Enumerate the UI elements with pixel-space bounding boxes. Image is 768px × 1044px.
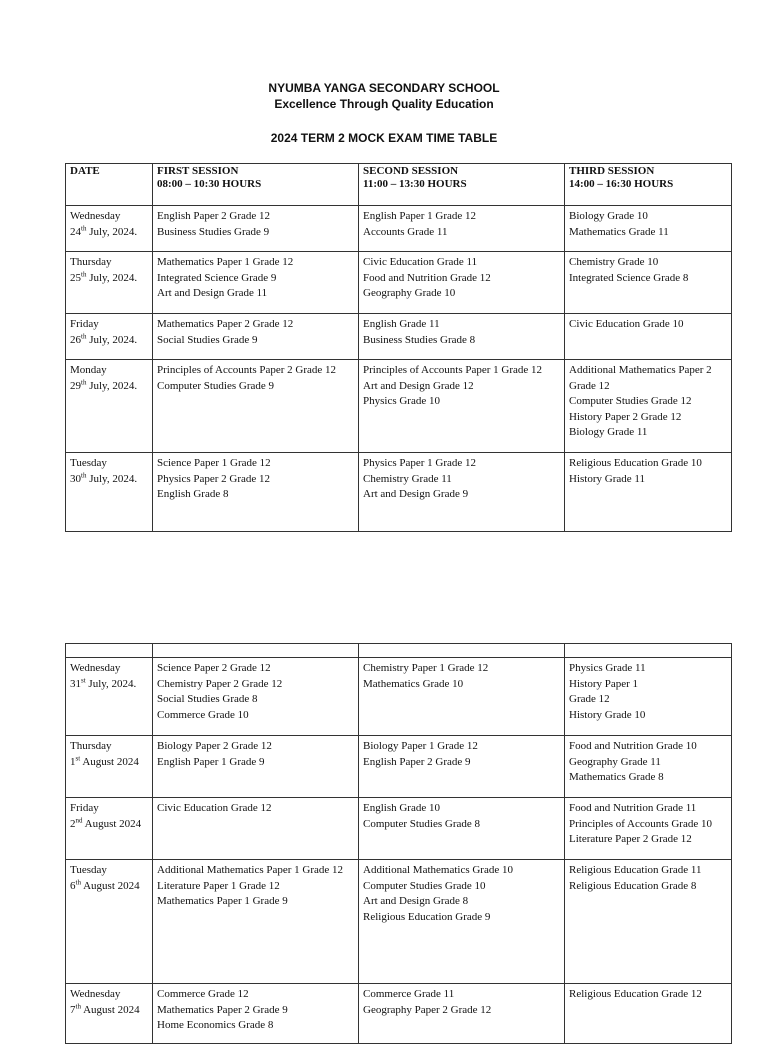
column-hours: 11:00 – 13:30 HOURS bbox=[363, 178, 467, 190]
date-number: 25 bbox=[70, 271, 81, 284]
day-name: Wednesday bbox=[70, 988, 121, 1000]
second-session-header bbox=[359, 164, 565, 206]
exam-entry: History Grade 11 bbox=[569, 472, 645, 485]
exam-entry: Business Studies Grade 9 bbox=[157, 225, 270, 238]
second-session-cell bbox=[359, 984, 565, 1044]
day-name: Wednesday bbox=[70, 662, 121, 674]
second-session-cell bbox=[359, 206, 565, 252]
day-name: Monday bbox=[70, 364, 107, 376]
date-month-year: August 2024 bbox=[80, 879, 140, 892]
exam-entry: Commerce Grade 12 bbox=[157, 988, 249, 1000]
exam-entry: Principles of Accounts Paper 2 Grade 12 bbox=[157, 364, 337, 376]
exam-entry: Computer Studies Grade 12 bbox=[569, 395, 692, 407]
third-session-cell bbox=[565, 860, 732, 984]
exam-entry: Food and Nutrition Grade 10 bbox=[569, 740, 697, 752]
day-name: Friday bbox=[70, 318, 99, 330]
exam-entry: Principles of Accounts Grade 10 bbox=[569, 817, 712, 830]
exam-entry: Biology Grade 10 bbox=[569, 210, 648, 222]
exam-entry: English Grade 11 bbox=[363, 318, 440, 330]
exam-entry: Literature Paper 1 Grade 12 bbox=[157, 879, 280, 892]
third-session-cell bbox=[565, 984, 732, 1044]
date-line bbox=[70, 472, 148, 488]
column-label: FIRST SESSION bbox=[157, 165, 239, 177]
table-row bbox=[66, 984, 732, 1044]
exam-entry: Mathematics Paper 1 Grade 9 bbox=[157, 895, 288, 907]
third-session-cell bbox=[565, 798, 732, 860]
exam-entry: Science Paper 1 Grade 12 bbox=[157, 457, 271, 469]
column-hours: 14:00 – 16:30 HOURS bbox=[569, 178, 674, 190]
exam-entry: Computer Studies Grade 8 bbox=[363, 817, 481, 830]
date-suffix: th bbox=[81, 470, 87, 479]
exam-entry: Mathematics Paper 1 Grade 12 bbox=[157, 256, 294, 268]
date-number: 6 bbox=[70, 879, 76, 892]
date-suffix: th bbox=[75, 1001, 81, 1010]
date-month-year: July, 2024. bbox=[86, 271, 138, 284]
exam-entry: Religious Education Grade 9 bbox=[363, 910, 491, 923]
date-suffix: th bbox=[81, 223, 87, 232]
first-session-cell bbox=[153, 252, 359, 314]
exam-entry: Additional Mathematics Paper 2 Grade 12 bbox=[569, 364, 712, 392]
exam-entry: English Grade 10 bbox=[363, 802, 440, 814]
exam-entry: Chemistry Grade 11 bbox=[363, 472, 452, 485]
table-row bbox=[66, 453, 732, 532]
date-line bbox=[70, 817, 148, 833]
day-name: Thursday bbox=[70, 256, 112, 268]
date-line bbox=[70, 677, 148, 693]
date-suffix: th bbox=[81, 377, 87, 386]
date-cell bbox=[66, 314, 153, 360]
exam-entry: Art and Design Grade 12 bbox=[363, 379, 474, 392]
date-line bbox=[70, 225, 148, 241]
third-session-cell bbox=[565, 206, 732, 252]
date-line bbox=[70, 1003, 148, 1019]
table-row bbox=[66, 860, 732, 984]
date-suffix: th bbox=[75, 877, 81, 886]
second-session-cell bbox=[359, 658, 565, 736]
exam-entry: English Paper 1 Grade 9 bbox=[157, 755, 265, 768]
date-cell bbox=[66, 252, 153, 314]
school-motto: Excellence Through Quality Education bbox=[274, 97, 494, 111]
date-month-year: July, 2024. bbox=[86, 225, 138, 238]
date-number: 30 bbox=[70, 472, 81, 485]
exam-entry: Religious Education Grade 12 bbox=[569, 988, 702, 1000]
date-month-year: July, 2024. bbox=[86, 333, 138, 346]
first-session-cell bbox=[153, 860, 359, 984]
exam-entry: Mathematics Grade 11 bbox=[569, 225, 669, 238]
date-line bbox=[70, 755, 148, 771]
date-month-year: August 2024 bbox=[80, 755, 139, 768]
exam-entry: Physics Paper 2 Grade 12 bbox=[157, 472, 271, 485]
second-session-cell bbox=[359, 860, 565, 984]
exam-entry: Additional Mathematics Grade 10 bbox=[363, 864, 513, 876]
date-number: 31 bbox=[70, 677, 81, 690]
date-month-year: July, 2024. bbox=[85, 677, 137, 690]
exam-entry: Computer Studies Grade 10 bbox=[363, 879, 486, 892]
third-session-cell bbox=[565, 453, 732, 532]
exam-entry: Civic Education Grade 12 bbox=[157, 802, 272, 814]
header-row bbox=[66, 164, 732, 206]
exam-entry: Literature Paper 2 Grade 12 bbox=[569, 833, 692, 845]
second-session-cell bbox=[359, 360, 565, 453]
third-session-cell bbox=[565, 736, 732, 798]
exam-entry: History Grade 10 bbox=[569, 708, 646, 721]
date-cell bbox=[66, 798, 153, 860]
table-row bbox=[66, 314, 732, 360]
empty-cell bbox=[153, 644, 359, 658]
first-session-cell bbox=[153, 658, 359, 736]
timetable-title: 2024 TERM 2 MOCK EXAM TIME TABLE bbox=[270, 131, 498, 145]
first-session-cell bbox=[153, 798, 359, 860]
exam-entry: Mathematics Grade 8 bbox=[569, 771, 664, 783]
day-name: Thursday bbox=[70, 740, 112, 752]
exam-entry: Grade 12 bbox=[569, 693, 610, 705]
exam-entry: Religious Education Grade 10 bbox=[569, 457, 702, 469]
empty-cell bbox=[66, 644, 153, 658]
day-name: Friday bbox=[70, 802, 99, 814]
third-session-cell bbox=[565, 252, 732, 314]
exam-entry: Mathematics Paper 2 Grade 9 bbox=[157, 1003, 288, 1016]
exam-entry: Geography Grade 10 bbox=[363, 287, 456, 299]
date-cell bbox=[66, 658, 153, 736]
empty-cell bbox=[565, 644, 732, 658]
day-name: Wednesday bbox=[70, 210, 121, 222]
school-name: NYUMBA YANGA SECONDARY SCHOOL bbox=[268, 81, 500, 95]
date-cell bbox=[66, 206, 153, 252]
exam-entry: Business Studies Grade 8 bbox=[363, 333, 476, 346]
exam-entry: English Paper 1 Grade 12 bbox=[363, 210, 477, 222]
exam-entry: Biology Paper 1 Grade 12 bbox=[363, 740, 478, 752]
table-row bbox=[66, 206, 732, 252]
column-hours: 08:00 – 10:30 HOURS bbox=[157, 178, 262, 190]
first-session-cell bbox=[153, 360, 359, 453]
third-session-header bbox=[565, 164, 732, 206]
column-label: THIRD SESSION bbox=[569, 165, 655, 177]
exam-entry: Mathematics Grade 10 bbox=[363, 677, 464, 690]
date-suffix: th bbox=[81, 331, 87, 340]
table-row bbox=[66, 360, 732, 453]
exam-entry: Additional Mathematics Paper 1 Grade 12 bbox=[157, 864, 344, 876]
second-session-cell bbox=[359, 798, 565, 860]
exam-entry: Commerce Grade 10 bbox=[157, 708, 249, 721]
exam-entry: Chemistry Grade 10 bbox=[569, 256, 659, 268]
date-number: 2 bbox=[70, 817, 76, 830]
date-cell bbox=[66, 860, 153, 984]
second-session-cell bbox=[359, 252, 565, 314]
second-session-cell bbox=[359, 453, 565, 532]
first-session-cell bbox=[153, 453, 359, 532]
column-label: DATE bbox=[70, 165, 100, 177]
exam-entry: History Paper 1 bbox=[569, 677, 639, 690]
exam-entry: History Paper 2 Grade 12 bbox=[569, 410, 682, 423]
first-session-header bbox=[153, 164, 359, 206]
exam-entry: Art and Design Grade 9 bbox=[363, 488, 469, 500]
exam-entry: Social Studies Grade 9 bbox=[157, 333, 258, 346]
exam-entry: Physics Grade 10 bbox=[363, 395, 440, 407]
third-session-cell bbox=[565, 314, 732, 360]
date-number: 1 bbox=[70, 755, 76, 768]
exam-entry: English Paper 2 Grade 12 bbox=[157, 210, 271, 222]
exam-entry: Science Paper 2 Grade 12 bbox=[157, 662, 271, 674]
date-month-year: August 2024 bbox=[80, 1003, 140, 1016]
day-name: Tuesday bbox=[70, 864, 107, 876]
table-row bbox=[66, 798, 732, 860]
exam-entry: Religious Education Grade 11 bbox=[569, 864, 702, 876]
exam-entry: Commerce Grade 11 bbox=[363, 988, 455, 1000]
date-line bbox=[70, 879, 148, 895]
date-month-year: July, 2024. bbox=[86, 379, 138, 392]
date-line bbox=[70, 379, 148, 395]
exam-entry: Civic Education Grade 10 bbox=[569, 318, 684, 330]
first-session-cell bbox=[153, 736, 359, 798]
exam-entry: Computer Studies Grade 9 bbox=[157, 379, 275, 392]
date-cell bbox=[66, 984, 153, 1044]
second-session-cell bbox=[359, 314, 565, 360]
first-session-cell bbox=[153, 984, 359, 1044]
date-number: 7 bbox=[70, 1003, 76, 1016]
exam-entry: Religious Education Grade 8 bbox=[569, 879, 697, 892]
table-row bbox=[66, 736, 732, 798]
third-session-cell bbox=[565, 360, 732, 453]
date-cell bbox=[66, 736, 153, 798]
exam-entry: Accounts Grade 11 bbox=[363, 225, 448, 238]
date-month-year: July, 2024. bbox=[86, 472, 138, 485]
exam-entry: Home Economics Grade 8 bbox=[157, 1019, 274, 1031]
first-session-cell bbox=[153, 314, 359, 360]
exam-entry: Art and Design Grade 11 bbox=[157, 287, 268, 299]
exam-entry: Principles of Accounts Paper 1 Grade 12 bbox=[363, 364, 543, 376]
date-suffix: st bbox=[75, 753, 81, 762]
date-month-year: August 2024 bbox=[82, 817, 142, 830]
exam-entry: Biology Grade 11 bbox=[569, 426, 648, 438]
exam-entry: English Paper 2 Grade 9 bbox=[363, 755, 471, 768]
date-line bbox=[70, 333, 148, 349]
table-row bbox=[66, 252, 732, 314]
empty-cell bbox=[359, 644, 565, 658]
date-suffix: nd bbox=[75, 815, 83, 824]
date-number: 24 bbox=[70, 225, 81, 238]
exam-entry: Chemistry Paper 2 Grade 12 bbox=[157, 677, 283, 690]
timetable-page1 bbox=[65, 163, 732, 532]
exam-entry: Food and Nutrition Grade 12 bbox=[363, 271, 491, 284]
exam-entry: Art and Design Grade 8 bbox=[363, 895, 469, 907]
exam-entry: Civic Education Grade 11 bbox=[363, 256, 478, 268]
second-session-cell bbox=[359, 736, 565, 798]
column-label: SECOND SESSION bbox=[363, 165, 459, 177]
exam-entry: Physics Paper 1 Grade 12 bbox=[363, 457, 477, 469]
date-number: 26 bbox=[70, 333, 81, 346]
timetable-page2 bbox=[65, 643, 732, 1044]
exam-entry: Biology Paper 2 Grade 12 bbox=[157, 740, 272, 752]
exam-entry: Mathematics Paper 2 Grade 12 bbox=[157, 318, 294, 330]
exam-entry: Social Studies Grade 8 bbox=[157, 693, 258, 705]
exam-entry: Integrated Science Grade 9 bbox=[157, 271, 277, 284]
exam-entry: Chemistry Paper 1 Grade 12 bbox=[363, 662, 489, 674]
date-cell bbox=[66, 360, 153, 453]
exam-entry: Integrated Science Grade 8 bbox=[569, 271, 689, 284]
date-cell bbox=[66, 453, 153, 532]
date-column-header bbox=[66, 164, 153, 206]
exam-entry: Physics Grade 11 bbox=[569, 662, 646, 674]
date-number: 29 bbox=[70, 379, 81, 392]
continuation-header-row bbox=[66, 644, 732, 658]
date-line bbox=[70, 271, 148, 287]
exam-entry: Geography Paper 2 Grade 12 bbox=[363, 1003, 492, 1016]
exam-entry: Geography Grade 11 bbox=[569, 755, 661, 768]
exam-entry: Food and Nutrition Grade 11 bbox=[569, 802, 697, 814]
date-suffix: th bbox=[81, 269, 87, 278]
first-session-cell bbox=[153, 206, 359, 252]
table-row bbox=[66, 658, 732, 736]
third-session-cell bbox=[565, 658, 732, 736]
day-name: Tuesday bbox=[70, 457, 107, 469]
date-suffix: st bbox=[81, 675, 86, 684]
exam-entry: English Grade 8 bbox=[157, 488, 229, 500]
